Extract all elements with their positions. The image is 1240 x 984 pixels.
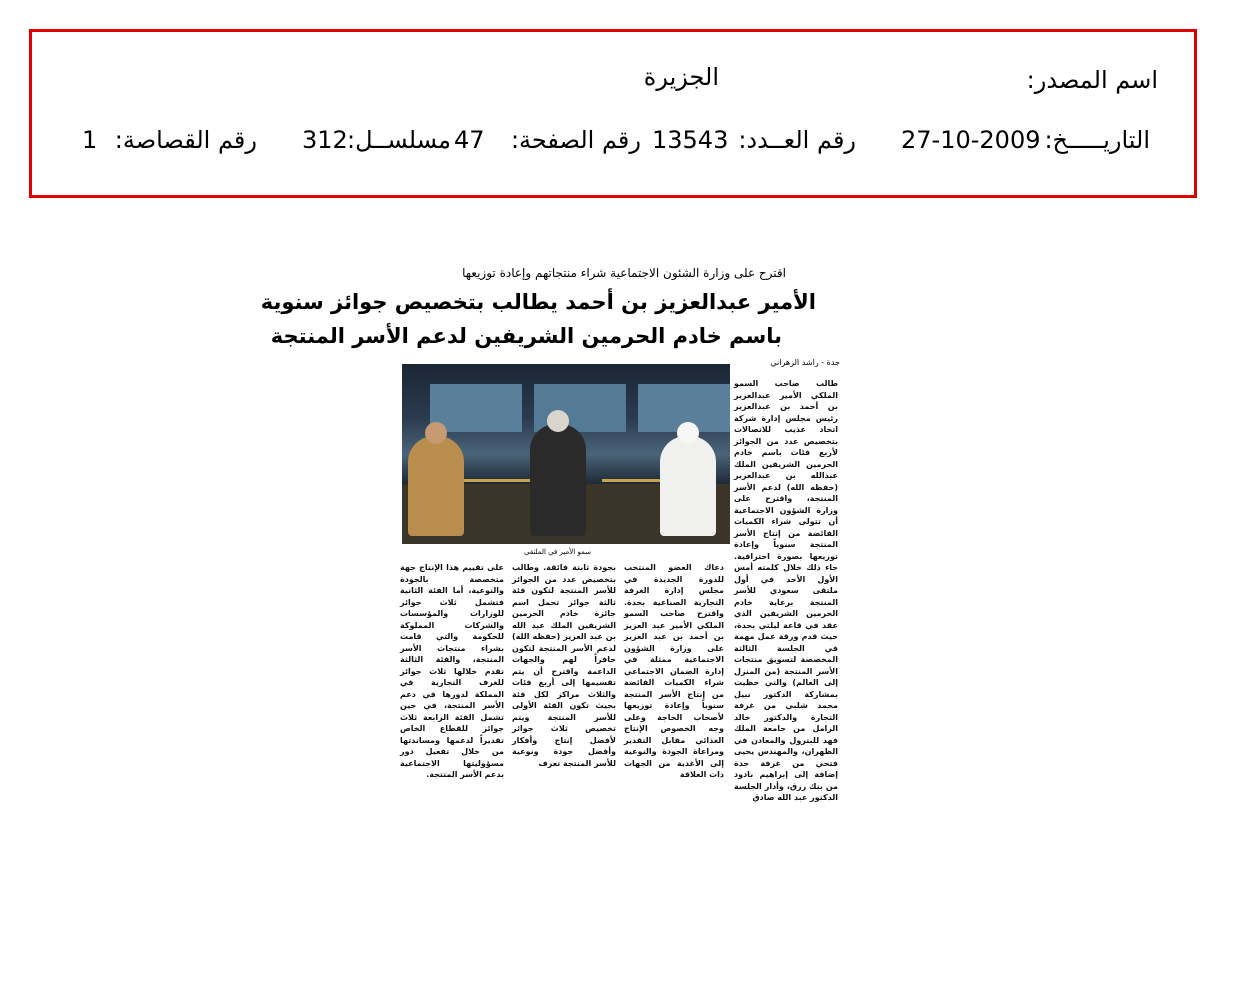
issue-value: 13543 xyxy=(652,126,729,154)
page-label: رقم الصفحة: xyxy=(510,126,641,154)
page-value: 47 xyxy=(454,126,485,154)
source-value: الجزيرة xyxy=(643,63,719,91)
article-column: على تقييم هذا الإنتاج جهة متخصصة بالجودة والنوعية، أما الفئة الثانية فتشمل ثلاث جوائز للوزارات والمؤسسات والشركات المملوكة للحكومة والتي قامت بشراء منتجات الأسر المنتجة، والفئة الثالثة تقدم خلالها ثلاث جوائز للغرف التجارية في المملكة لدورها في دعم الأسر المنتجة، في حين تشمل الفئة الرابعة ثلاث جوائز للقطاع الخاص تقديراً لدعمها ومساندتها من خلال تفعيل دور مسؤوليتها الاجتماعية بدعم الأسر المنتجة. xyxy=(400,563,504,779)
issue-label: رقم العــدد: xyxy=(738,126,856,154)
article-column: دعاك العضو المنتخب للدورة الجديدة في مجلس إدارة الغرفة التجارية الصناعية بجدة. واقترح صاحب السمو الملكي الأمير عبد العزيز بن أحمد بن عبد العزيز على وزارة الشؤون الاجتماعية ممثلة في إدارة الضمان الاجتماعي شراء الكميات الفائضة من إنتاج الأسر المنتجة سنوياً وإعادة توزيعها لأصحاب الحاجة وعلى وجه الخصوص الإنتاج الغذائي مقابل التقدير ومراعاة الجودة والنوعية إلى الأغذية من الجهات ذات العلاقة xyxy=(624,563,724,779)
serial-label: مسلســل: xyxy=(347,126,451,154)
clip-number-label: رقم القصاصة: xyxy=(114,126,257,154)
newspaper-clipping xyxy=(260,258,844,802)
clip-info-box xyxy=(29,29,1197,198)
article-byline: جدة - راشد الزهراني xyxy=(770,358,840,367)
article-column: بجودة ثابتة فائقة. وطالب بتخصيص عدد من الجوائز للأسر المنتجة لتكون فئة ثالثة جوائز تحمل اسم جائزة خادم الحرمين الشريفين الملك عبد الله بن عبد العزيز (حفظه الله) لدعم الأسر المنتجة لتكون حافزاً لهم والجهات الداعمة واقترح أن يتم تقسيمها إلى أربع فئات والثلاث مراكز لكل فئة بحيث تكون الفئة الأولى للأسر المنتجة ويتم تخصيص ثلاث جوائز لأفضل إنتاج وأفكار وأفضل جودة ونوعية للأسر المنتجة تعرف xyxy=(512,563,616,768)
clip-number-value: 1 xyxy=(82,126,98,154)
date-label: التاريـــــخ: xyxy=(1044,126,1150,154)
article-headline-line-2: باسم خادم الحرمين الشريفين لدعم الأسر المنتجة xyxy=(270,324,782,348)
date-value: 27-10-2009 xyxy=(901,126,1041,154)
article-headline-line-1: الأمير عبدالعزيز بن أحمد يطالب بتخصيص جوائز سنوية xyxy=(260,290,816,314)
article-kicker: اقترح على وزارة الشئون الاجتماعية شراء منتجاتهم وإعادة توزيعها xyxy=(462,266,786,280)
photo-caption: سمو الأمير في الملتقى xyxy=(524,548,591,556)
source-label: اسم المصدر: xyxy=(1026,66,1158,94)
article-side-column: طالب صاحب السمو الملكي الأمير عبدالعزيز بن أحمد بن عبدالعزيز رئيس مجلس إدارة شركة اتحاد عذيب للاتصالات بتخصيص عدد من الجوائز لأربع فئات باسم خادم الحرمين الشريفين الملك عبدالله بن عبدالعزيز (حفظه الله) لدعم الأسر المنتجة، واقترح على وزارة الشؤون الاجتماعية أن تتولى شراء الكميات الفائضة من إنتاج الأسر المنتجة سنوياً وإعادة توزيعها بصورة احترافية. جاء ذلك خلال كلمته أمس الأول الأحد في أول ملتقى سعودي للأسر المنتجة برعاية خادم الحرمين الشريفين الذي عقد في قاعة ليلتي بجدة، حيث قدم ورقة عمل مهمة في الجلسة الثالثة المخصصة لتسويق منتجات الأسر المنتجة (من المنزل إلى العالم) والتي حظيت بمشاركة الدكتور نبيل محمد شلبي من غرفة التجارة والدكتور خالد الزامل من جامعة الملك فهد للبترول والمعادن في الظهران، والمهندس يحيى فتحي من غرفة جدة إضافة إلى إبراهيم بادود من بنك رزق، وأدار الجلسة الدكتور عبد الله صادق xyxy=(734,379,838,802)
serial-value: 312 xyxy=(302,126,348,154)
article-photo xyxy=(402,364,730,544)
